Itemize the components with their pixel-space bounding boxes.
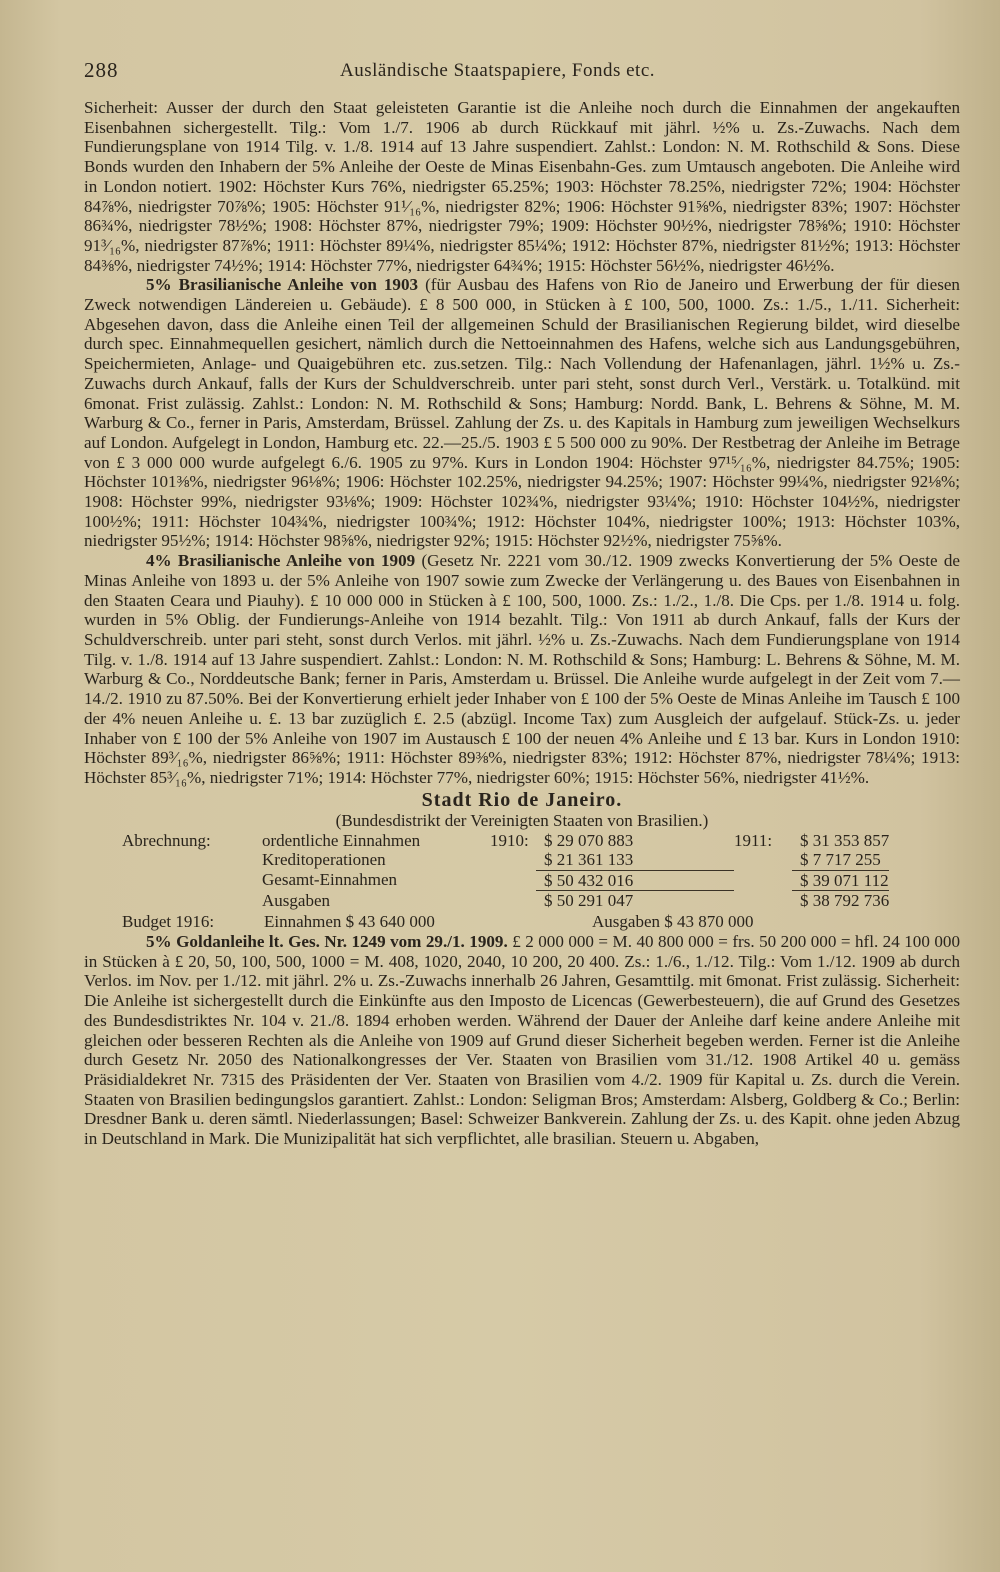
section-title-anleihe-1909: 4% Brasilianische Anleihe von 1909: [146, 551, 416, 571]
page-number: 288: [84, 58, 119, 82]
amount-1911: $ 7 717 255: [792, 850, 889, 870]
paragraph-security-oeste-de-minas: Sicherheit: Ausser der durch den Staat geleisteten Garantie ist die Anleihe noch durch die Einnahmen der angekauften Eisenbahnen sichergestellt. Tilg.: Vom 1./7. 1906 ab durch Rückkauf mit jährl. ½% u. Zs.-Zuwachs. Nach dem Fundierungsplane von 1914 Tilg. v. 1./8. 1914 auf 13 Jahre suspendiert. Zahlst.: London: N. M. Rothschild & Sons. Diese Bonds wurden den Inhabern der 5% Anleihe der Oeste de Minas Eisenbahn-Ges. zum Umtausch angeboten. Die Anleihe wird in London notiert. 1902: Höchster Kurs 76%, niedrigster 65.25%; 1903: Höchster 78.25%, niedrigster 72%; 1904: Höchster 84⅞%, niedrigster 70⅞%; 1905: Höchster 91¹⁄₁₆%, niedrigster 82%; 1906: Höchster 91⅝%, niedrigster 83%; 1907: Höchster 86¾%, niedrigster 78½%; 1908: Höchster 87%, niedrigster 79%; 1909: Höchster 90½%, niedrigster 78⅝%; 1910: Höchster 91³⁄₁₆%, niedrigster 87⅞%; 1911: Höchster 89¼%, niedrigster 85¼%; 1912: Höchster 87%, niedrigster 81½%; 1913: Höchster 84⅜%, niedrigster 74½%; 1914: Höchster 77%, niedrigster 64¾%; 1915: Höchster 56½%, niedrigster 46½%.: [84, 98, 960, 275]
account-item: ordentliche Einnahmen: [262, 830, 421, 850]
budget-line: [122, 912, 960, 932]
city-subtitle: (Bundesdistrikt der Vereinigten Staaten von Brasilien.): [335, 810, 709, 830]
amount-1910: $ 21 361 133: [536, 850, 734, 870]
paragraph-text-anleihe-1909: (Gesetz Nr. 2221 vom 30./12. 1909 zwecks Konvertierung der 5% Oeste de Minas Anleihe von 1893 u. der 5% Anleihe von 1907 sowie zum Zwecke der Verlängerung u. des Baues von Eisenbahnen in den Staaten Ceara und Piauhy). £ 10 000 000 in Stücken à £ 100, 500, 1000. Zs.: 1./2., 1./8. Die Cps. per 1./8. 1914 u. folg. wurden in 5% Oblig. der Fundierungs-Anleihe von 1914 bezahlt. Tilg.: Von 1911 ab durch Ankauf, falls der Kurs der Schuldverschreib. unter pari steht, sonst durch Verlos. mit jährl. ½% u. Zs.-Zuwachs. Nach dem Fundierungsplane von 1914 Tilg. v. 1./8. 1914 auf 13 Jahre suspendiert. Zahlst.: London: N. M. Rothschild & Sons; Hamburg: L. Behrens & Söhne, M. M. Warburg & Co., Norddeutsche Bank; ferner in Paris, Amsterdam u. Brüssel. Die Anleihe wurde aufgelegt in der Zeit vom 7.—14./2. 1910 zu 87.50%. Bei der Konvertierung erhielt jeder Inhaber von £ 100 der 5% Oeste de Minas Anleihe im Tausch £ 100 der 4% neuen Anleihe u. £. 13 bar zuzüglich £. 2.5 (abzügl. Income Tax) zum Ausgleich der aufgelauf. Stück-Zs. u. jeder Inhaber von £ 100 der 5% Anleihe von 1907 im Austausch £ 100 der neuen 4% Anleihe und £ 13 bar. Kurs in London 1910: Höchster 89³⁄₁₆%, niedrigster 86⅝%; 1911: Höchster 89⅜%, niedrigster 83%; 1912: Höchster 87%, niedrigster 78¼%; 1913: Höchster 85³⁄₁₆%, niedrigster 71%; 1914: Höchster 77%, niedrigster 60%; 1915: Höchster 56%, niedrigster 41½%.: [84, 551, 960, 787]
section-title-anleihe-1903: 5% Brasilianische Anleihe von 1903: [146, 275, 419, 295]
paragraph-text-anleihe-1903: (für Ausbau des Hafens von Rio de Janeiro und Erwerbung der für diesen Zweck notwendigen Ländereien u. Gebäude). £ 8 500 000, in Stücken à £ 100, 500, 1000. Zs.: 1./5., 1./11. Sicherheit: Abgesehen davon, dass die Anleihe einen Teil der allgemeinen Schuld der Brasilianischen Regierung bildet, wird dieselbe durch spec. Einnahmequellen gesichert, nämlich durch die Nettoeinnahmen des Hafens, welche sich aus Landungsgebühren, Speichermieten, Anlage- und Quaigebühren etc. zus.setzen. Tilg.: Nach Vollendung der Hafenanlagen, jährl. 1½% u. Zs.-Zuwachs durch Ankauf, falls der Kurs der Schuldverschreib. unter pari steht, sonst durch Verl., Verstärk. u. Totalkünd. mit 6monat. Frist zulässig. Zahlst.: London: N. M. Rothschild & Sons; Hamburg: Nordd. Bank, L. Behrens & Söhne, M. M. Warburg & Co., ferner in Paris, Amsterdam, Brüssel. Zahlung der Zs. u. des Kapitals in Hamburg zum jeweiligen Wechselkurs auf London. Aufgelegt in London, Hamburg etc. 22.—25./5. 1903 £ 5 500 000 zu 90%. Der Restbetrag der Anleihe im Betrage von £ 3 000 000 wurde aufgelegt 6./6. 1905 zu 97%. Kurs in London 1904: Höchster 97¹⁵⁄₁₆%, niedrigster 84.75%; 1905: Höchster 101⅜%, niedrigster 96⅛%; 1906: Höchster 102.25%, niedrigster 94.25%; 1907: Höchster 99¼%, niedrigster 92⅛%; 1908: Höchster 99%, niedrigster 93⅛%; 1909: Höchster 102¾%, niedrigster 93¼%; 1910: Höchster 104½%, niedrigster 100½%; 1911: Höchster 104¾%, niedrigster 100¾%; 1912: Höchster 104%, niedrigster 100%; 1913: Höchster 103%, niedrigster 95½%; 1914: Höchster 98⅝%, niedrigster 92%; 1915: Höchster 92½%, niedrigster 75⅝%.: [84, 275, 960, 551]
budget-income: Einnahmen $ 43 640 000: [264, 911, 435, 931]
section-title-goldanleihe: 5% Goldanleihe lt. Ges. Nr. 1249 vom 29./1. 1909.: [146, 931, 508, 951]
amount-1911: $ 31 353 857: [800, 830, 890, 850]
amount-1910: $ 50 432 016: [536, 870, 734, 891]
table-row: [122, 850, 889, 870]
paragraph-anleihe-1909: [84, 551, 960, 787]
year-1910-label: 1910:: [490, 830, 529, 850]
page-body: [84, 98, 960, 1149]
paragraph-text-goldanleihe: £ 2 000 000 = M. 40 800 000 = frs. 50 200 000 = hfl. 24 100 000 in Stücken à £ 20, 50, 100, 500, 1000 = M. 408, 1020, 2040, 10 200, 20 400. Zs.: 1./6., 1./12. Tilg.: Vom 1./12. 1909 ab durch Verlos. im Nov. per 1./12. mit jährl. 2% u. Zs.-Zuwachs innerhalb 26 Jahren, Gesamttilg. mit 6monat. Frist zulässig. Sicherheit: Die Anleihe ist sichergestellt durch die Einkünfte aus den Imposto de Licencas (Gewerbesteuern), die auf Grund des Gesetzes des Bundesdistriktes Nr. 104 v. 21./8. 1894 erhoben werden. Während der Dauer der Anleihe darf keine andere Anleihe mit gleichen oder besseren Rechten als die Anleihe von 1909 auf Grund dieser Sicherheit begeben werden. Ferner ist die Anleihe durch Gesetz Nr. 2050 des Nationalkongresses der Ver. Staaten von Brasilien vom 31./12. 1908 Artikel 40 u. gemäss Präsidialdekret Nr. 7315 des Präsidenten der Ver. Staaten von Brasilien vom 4./2. 1909 für Kapital u. Zs. durch die Verein. Staaten von Brasilien bedingungslos garantiert. Zahlst.: London: Seligman Bros; Amsterdam: Alsberg, Goldberg & Co.; Berlin: Dresdner Bank u. deren sämtl. Niederlassungen; Basel: Schweizer Bankverein. Zahlung der Zs. u. des Kapit. ohne jeden Abzug in Deutschland in Mark. Die Munizipalität hat sich verpflichtet, alle brasilian. Steuern u. Abgaben,: [84, 931, 960, 1149]
year-1911-label: 1911:: [734, 830, 773, 850]
paragraph-goldanleihe-1909: [84, 932, 960, 1149]
amount-1911: $ 38 792 736: [800, 891, 890, 911]
budget-label: Budget 1916:: [122, 911, 215, 931]
amount-1910: $ 50 291 047: [544, 891, 634, 911]
account-item: Gesamt-Einnahmen: [262, 870, 398, 890]
table-row: [122, 831, 889, 851]
accounts-table: [122, 831, 889, 911]
table-row: [122, 870, 889, 891]
account-item: Kreditoperationen: [262, 850, 386, 870]
paragraph-anleihe-1903: [84, 275, 960, 551]
accounts-label: Abrechnung:: [122, 830, 211, 850]
city-title: Stadt Rio de Janeiro.: [421, 788, 623, 811]
amount-1910: $ 29 070 883: [544, 830, 634, 850]
budget-expenses: Ausgaben $ 43 870 000: [592, 911, 754, 931]
running-title: Ausländische Staatspapiere, Fonds etc.: [340, 60, 656, 81]
page-header: [84, 58, 960, 90]
account-item: Ausgaben: [262, 890, 330, 910]
table-row: [122, 891, 889, 911]
amount-1911: $ 39 071 112: [792, 870, 889, 891]
